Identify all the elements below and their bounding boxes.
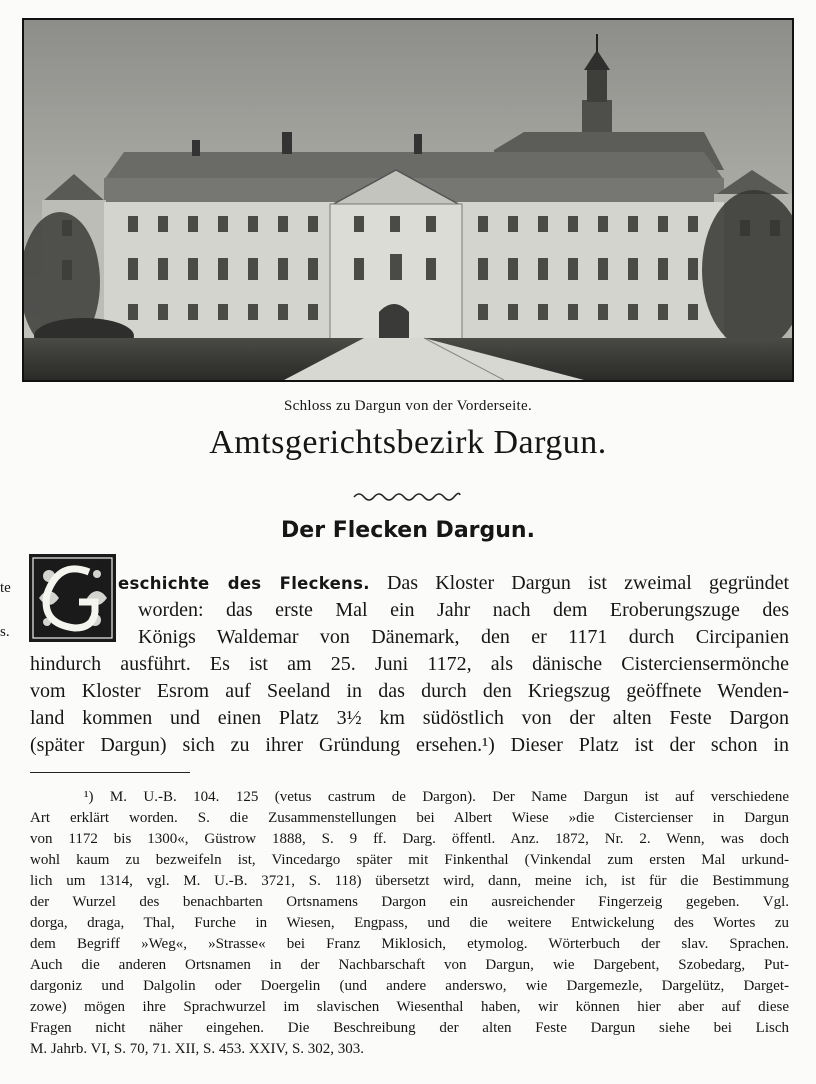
footnote-line: lich um 1314, vgl. M. U.-B. 3721, S. 118) übersetzt wird, dann, meine ich, ist für die Bestimmung	[30, 873, 789, 889]
footnote-line: M. Jahrb. VI, S. 70, 71. XII, S. 453. XXIV, S. 302, 303.	[30, 1041, 365, 1057]
drop-cap-initial	[29, 554, 116, 642]
footnote-line: dem Begriff »Weg«, »Strasse« bei Franz Miklosich, etymolog. Wörterbuch der slav. Sprachen.	[30, 936, 789, 952]
footnote-line: wohl kaum zu bezweifeln ist, Vincedargo später mit Finkenthal (Vinkendal zum ersten Mal urkund-	[30, 852, 789, 868]
divider-ornament	[352, 489, 462, 501]
svg-text:G: G	[66, 601, 78, 616]
body-lead: eschichte des Fleckens.	[118, 574, 370, 593]
footnote-line: Art erklärt worden. S. die Zusammenstellungen bei Albert Wiese »die Cistercienser in Dargun	[30, 810, 789, 826]
body-line: (später Dargun) sich zu ihrer Gründung ersehen.¹) Dieser Platz ist der schon in	[30, 734, 789, 756]
footnote-line: zowe) mögen ihre Sprachwurzel im slavischen Wiesenthal haben, wir können hier aber auf diese	[30, 999, 789, 1015]
margin-fragment: te	[0, 580, 11, 596]
body-line: vom Kloster Esrom auf Seeland in das durch den Kriegszug geöffnete Wenden-	[30, 680, 789, 702]
footnote-line: dargoniz und Dalgolin oder Doergelin (und andere anderswo, wie Dargemezle, Dargelütz, Darget-	[30, 978, 789, 994]
footnote-rule	[30, 772, 190, 773]
body-line: eschichte des Fleckens. Das Kloster Dargun ist zweimal gegründet	[118, 572, 789, 594]
body-line: hindurch ausführt. Es ist am 25. Juni 1172, als dänische Cisterciensermönche	[30, 653, 789, 675]
footnote-line: von 1172 bis 1300«, Güstrow 1888, S. 9 ff. Darg. öffentl. Anz. 1872, Nr. 2. Wenn, was doch	[30, 831, 789, 847]
footnote-line: dorga, draga, Thal, Furche in Wiesen, Engpass, und die weitere Entwickelung des Wortes zu	[30, 915, 789, 931]
photo-caption: Schloss zu Dargun von der Vorderseite.	[283, 398, 533, 414]
footnote-line: Fragen nicht näher eingehen. Die Beschreibung der alten Feste Dargun siehe bei Lisch	[30, 1020, 789, 1036]
body-line: worden: das erste Mal ein Jahr nach dem Eroberungszuge des	[138, 599, 789, 621]
margin-fragment: s.	[0, 624, 10, 640]
footnote-line: ¹) M. U.-B. 104. 125 (vetus castrum de Dargon). Der Name Dargun ist auf verschiedene	[84, 789, 789, 805]
footnote-line: der Wurzel des benachbarten Ortsnamens Dargon ein ausreichender Fingerzeig gegeben. Vgl.	[30, 894, 789, 910]
body-line: Königs Waldemar von Dänemark, den er 1171 durch Circipanien	[138, 626, 789, 648]
section-title: Der Flecken Dargun.	[281, 518, 535, 543]
castle-photo	[22, 18, 794, 382]
page-title: Amtsgerichtsbezirk Dargun.	[209, 424, 607, 461]
footnote-line: Auch die anderen Ortsnamen in der Nachbarschaft von Dargun, wie Dargebent, Szobedarg, Put-	[30, 957, 789, 973]
body-line: land kommen und einen Platz 3½ km südöstlich von der alten Feste Dargon	[30, 707, 789, 729]
